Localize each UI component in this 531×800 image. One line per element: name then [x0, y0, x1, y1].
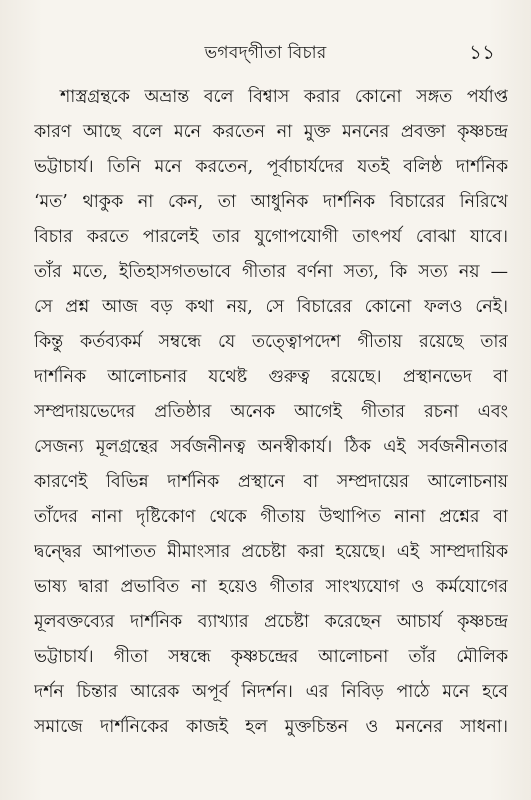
- text-line: সম্প্রদায়ভেদের প্রতিষ্ঠার অনেক আগেই গীতার রচনা এবং: [34, 402, 508, 422]
- text-line: বিচার করতে পারলেই তার যুগোপযোগী তাৎপর্য বোঝা যাবে।: [34, 227, 508, 247]
- text-line: কারণ আছে বলে মনে করতেন না মুক্ত মননের প্রবক্তা কৃষ্ণচন্দ্র: [34, 122, 508, 142]
- text-line: তাঁর মতে, ইতিহাসগতভাবে গীতার বর্ণনা সত্য, কি সত্য নয় —: [34, 262, 508, 282]
- text-line: দার্শনিক আলোচনার যথেষ্ট গুরুত্ব রয়েছে। প্রস্থানভেদ বা: [34, 367, 508, 387]
- text-line: তাঁদের নানা দৃষ্টিকোণ থেকে গীতায় উত্থাপিত নানা প্রশ্নের বা: [34, 507, 508, 527]
- text-line: শাস্ত্রগ্রন্থকে অভ্রান্ত বলে বিশ্বাস করার কোনো সঙ্গত পর্যাপ্ত: [60, 87, 508, 107]
- text-line: দ্বন্দ্বের আপাতত মীমাংসার প্রচেষ্টা করা হয়েছে। এই সাম্প্রদায়িক: [34, 542, 508, 562]
- text-line: মূলবক্তব্যের দার্শনিক ব্যাখ্যার প্রচেষ্টা করেছেন আচার্য কৃষ্ণচন্দ্র: [34, 612, 508, 632]
- text-line: সেজন্য মূলগ্রন্থের সর্বজনীনত্ব অনস্বীকার্য। ঠিক এই সর্বজনীনতার: [34, 437, 508, 457]
- text-line: ভট্টাচার্য। গীতা সম্বন্ধে কৃষ্ণচন্দ্রের আলোচনা তাঁর মৌলিক: [34, 647, 508, 667]
- text-line: কারণেই বিভিন্ন দার্শনিক প্রস্থানে বা সম্প্রদায়ের আলোচনায়: [34, 472, 508, 492]
- text-line: ভট্টাচার্য। তিনি মনে করতেন, পূর্বাচার্যদের যতই বলিষ্ঠ দার্শনিক: [34, 157, 508, 177]
- running-title: ভগবদ্‌গীতা বিচার: [204, 43, 327, 63]
- body-paragraph: [34, 80, 508, 745]
- text-line: ‘মত’ থাকুক না কেন, তা আধুনিক দার্শনিক বিচারের নিরিখে: [34, 192, 508, 212]
- text-line: ভাষ্য দ্বারা প্রভাবিত না হয়েও গীতার সাংখ্যযোগ ও কর্মযোগের: [34, 577, 508, 597]
- page-number: ১১: [469, 40, 495, 64]
- running-header: [0, 38, 531, 68]
- text-line: সমাজে দার্শনিকের কাজই হল মুক্তচিন্তন ও মননের সাধনা।: [34, 717, 508, 737]
- text-line: কিন্তু কর্তব্যকর্ম সম্বন্ধে যে তত্ত্বোপদেশ গীতায় রয়েছে তার: [34, 332, 508, 352]
- text-line: সে প্রশ্ন আজ বড় কথা নয়, সে বিচারের কোনো ফলও নেই।: [34, 297, 508, 317]
- text-line: দর্শন চিন্তার আরেক অপূর্ব নিদর্শন। এর নিবিড় পাঠে মনে হবে: [34, 682, 508, 702]
